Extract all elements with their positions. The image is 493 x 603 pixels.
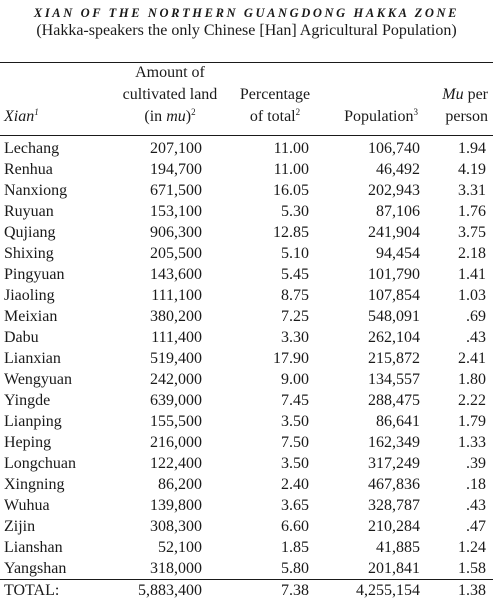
cell-population: 202,943 bbox=[368, 182, 420, 199]
table-row bbox=[0, 201, 493, 222]
cell-mu-per-person: 1.94 bbox=[458, 140, 486, 157]
cell-land: 207,100 bbox=[150, 140, 202, 157]
cell-xian: Yangshan bbox=[4, 560, 67, 577]
cell-population: 317,249 bbox=[368, 455, 420, 472]
cell-population: 41,885 bbox=[376, 539, 420, 556]
cell-percentage: 5.45 bbox=[281, 266, 309, 283]
cell-mu-per-person: 2.22 bbox=[458, 392, 486, 409]
cell-land: 153,100 bbox=[150, 203, 202, 220]
table-row bbox=[0, 432, 493, 453]
cell-percentage: 3.65 bbox=[281, 497, 309, 514]
cell-land: 308,300 bbox=[150, 518, 202, 535]
cell-percentage: 7.45 bbox=[281, 392, 309, 409]
cell-percentage: 5.10 bbox=[281, 245, 309, 262]
cell-land: 143,600 bbox=[150, 266, 202, 283]
cell-xian: Xingning bbox=[4, 476, 65, 493]
cell-xian: Lianxian bbox=[4, 350, 61, 367]
cell-land: 205,500 bbox=[150, 245, 202, 262]
cell-percentage: 8.75 bbox=[281, 287, 309, 304]
table-row bbox=[0, 453, 493, 474]
cell-population: 107,854 bbox=[368, 287, 420, 304]
cell-percentage: 16.05 bbox=[273, 182, 309, 199]
cell-percentage: 3.50 bbox=[281, 413, 309, 430]
cell-percentage: 7.38 bbox=[281, 582, 309, 599]
cell-population: 467,836 bbox=[368, 476, 420, 493]
cell-percentage: 3.30 bbox=[281, 329, 309, 346]
cell-land: 519,400 bbox=[150, 350, 202, 367]
cell-land: 216,000 bbox=[150, 434, 202, 451]
cell-percentage: 1.85 bbox=[281, 539, 309, 556]
table-row bbox=[0, 264, 493, 285]
cell-mu-per-person: 2.18 bbox=[458, 245, 486, 262]
cell-population: 106,740 bbox=[368, 140, 420, 157]
cell-percentage: 9.00 bbox=[281, 371, 309, 388]
cell-mu-per-person: 1.24 bbox=[458, 539, 486, 556]
cell-xian: Zijin bbox=[4, 518, 36, 535]
table-row bbox=[0, 516, 493, 537]
cell-mu-per-person: .43 bbox=[466, 497, 486, 514]
cell-land: 380,200 bbox=[150, 308, 202, 325]
cell-land: 52,100 bbox=[158, 539, 202, 556]
table-row bbox=[0, 390, 493, 411]
table-row bbox=[0, 180, 493, 201]
cell-percentage: 17.90 bbox=[273, 350, 309, 367]
cell-percentage: 12.85 bbox=[273, 224, 309, 241]
table-row bbox=[0, 537, 493, 558]
cell-mu-per-person: .47 bbox=[466, 518, 486, 535]
cell-mu-per-person: 1.33 bbox=[458, 434, 486, 451]
cell-percentage: 2.40 bbox=[281, 476, 309, 493]
table-row bbox=[0, 285, 493, 306]
table-row bbox=[0, 159, 493, 180]
cell-mu-per-person: 1.76 bbox=[458, 203, 486, 220]
cell-mu-per-person: 1.80 bbox=[458, 371, 486, 388]
cell-xian: Heping bbox=[4, 434, 52, 451]
cell-population: 262,104 bbox=[368, 329, 420, 346]
cell-percentage: 5.80 bbox=[281, 560, 309, 577]
table-row bbox=[0, 369, 493, 390]
table-body bbox=[0, 138, 493, 603]
cell-mu-per-person: .18 bbox=[466, 476, 486, 493]
cell-land: 5,883,400 bbox=[138, 582, 202, 599]
table-total-row bbox=[0, 579, 493, 603]
cell-population: 4,255,154 bbox=[356, 582, 420, 599]
table-row bbox=[0, 327, 493, 348]
cell-xian: Lianshan bbox=[4, 539, 63, 556]
cell-land: 155,500 bbox=[150, 413, 202, 430]
cell-xian: TOTAL: bbox=[4, 582, 60, 599]
cell-percentage: 7.25 bbox=[281, 308, 309, 325]
table-row bbox=[0, 222, 493, 243]
cell-xian: Dabu bbox=[4, 329, 39, 346]
cell-population: 46,492 bbox=[376, 161, 420, 178]
cell-xian: Ruyuan bbox=[4, 203, 54, 220]
cell-percentage: 6.60 bbox=[281, 518, 309, 535]
cell-mu-per-person: 1.03 bbox=[458, 287, 486, 304]
cell-xian: Jiaoling bbox=[4, 287, 55, 304]
table-row bbox=[0, 138, 493, 159]
cell-mu-per-person: .39 bbox=[466, 455, 486, 472]
table-subtitle: (Hakka-speakers the only Chinese [Han] Agricultural Population) bbox=[36, 22, 457, 39]
cell-mu-per-person: 1.38 bbox=[458, 582, 486, 599]
top-rule bbox=[0, 62, 493, 63]
cell-population: 87,106 bbox=[376, 203, 420, 220]
table-row bbox=[0, 411, 493, 432]
cell-population: 328,787 bbox=[368, 497, 420, 514]
cell-land: 318,000 bbox=[150, 560, 202, 577]
cell-xian: Wuhua bbox=[4, 497, 50, 514]
cell-land: 639,000 bbox=[150, 392, 202, 409]
cell-land: 194,700 bbox=[150, 161, 202, 178]
header-cultivated-land: Amount of cultivated land (in mu)$^2$ bbox=[122, 64, 218, 125]
cell-population: 201,841 bbox=[368, 560, 420, 577]
cell-population: 241,904 bbox=[368, 224, 420, 241]
cell-population: 134,557 bbox=[368, 371, 420, 388]
cell-land: 86,200 bbox=[158, 476, 202, 493]
cell-population: 215,872 bbox=[368, 350, 420, 367]
cell-percentage: 11.00 bbox=[273, 161, 309, 178]
header-population: Population$^3$ bbox=[344, 107, 418, 125]
cell-percentage: 11.00 bbox=[273, 140, 309, 157]
cell-xian: Qujiang bbox=[4, 224, 56, 241]
cell-mu-per-person: .43 bbox=[466, 329, 486, 346]
header-rule bbox=[0, 135, 493, 136]
cell-mu-per-person: 2.41 bbox=[458, 350, 486, 367]
table-row bbox=[0, 558, 493, 579]
cell-land: 111,400 bbox=[151, 329, 202, 346]
cell-xian: Meixian bbox=[4, 308, 58, 325]
cell-land: 671,500 bbox=[150, 182, 202, 199]
cell-mu-per-person: 1.41 bbox=[458, 266, 486, 283]
cell-population: 86,641 bbox=[376, 413, 420, 430]
cell-mu-per-person: 1.58 bbox=[458, 560, 486, 577]
cell-mu-per-person: 3.31 bbox=[458, 182, 486, 199]
cell-xian: Lechang bbox=[4, 140, 60, 157]
cell-land: 139,800 bbox=[150, 497, 202, 514]
cell-population: 210,284 bbox=[368, 518, 420, 535]
cell-percentage: 5.30 bbox=[281, 203, 309, 220]
table-row bbox=[0, 495, 493, 516]
table-title: XIAN OF THE NORTHERN GUANGDONG HAKKA ZONE bbox=[33, 6, 460, 20]
cell-xian: Renhua bbox=[4, 161, 53, 178]
cell-land: 111,100 bbox=[151, 287, 202, 304]
cell-xian: Nanxiong bbox=[4, 182, 68, 199]
cell-xian: Longchuan bbox=[4, 455, 76, 472]
table-row bbox=[0, 474, 493, 495]
cell-percentage: 7.50 bbox=[281, 434, 309, 451]
cell-population: 162,349 bbox=[368, 434, 420, 451]
cell-xian: Pingyuan bbox=[4, 266, 65, 283]
cell-xian: Yingde bbox=[4, 392, 51, 409]
table-row bbox=[0, 348, 493, 369]
header-mu-per-person: Mu per person bbox=[442, 86, 488, 125]
cell-land: 242,000 bbox=[150, 371, 202, 388]
cell-mu-per-person: 4.19 bbox=[458, 161, 486, 178]
cell-xian: Lianping bbox=[4, 413, 62, 430]
cell-xian: Shixing bbox=[4, 245, 54, 262]
header-xian: Xian$^1$ bbox=[4, 107, 39, 125]
cell-population: 101,790 bbox=[368, 266, 420, 283]
cell-land: 906,300 bbox=[150, 224, 202, 241]
cell-xian: Wengyuan bbox=[4, 371, 73, 388]
cell-mu-per-person: 3.75 bbox=[458, 224, 486, 241]
cell-population: 548,091 bbox=[368, 308, 420, 325]
table-row bbox=[0, 306, 493, 327]
cell-land: 122,400 bbox=[150, 455, 202, 472]
cell-population: 288,475 bbox=[368, 392, 420, 409]
cell-population: 94,454 bbox=[376, 245, 420, 262]
cell-mu-per-person: .69 bbox=[466, 308, 486, 325]
table-row bbox=[0, 243, 493, 264]
cell-mu-per-person: 1.79 bbox=[458, 413, 486, 430]
header-percentage: Percentage of total$^2$ bbox=[239, 86, 311, 125]
cell-percentage: 3.50 bbox=[281, 455, 309, 472]
